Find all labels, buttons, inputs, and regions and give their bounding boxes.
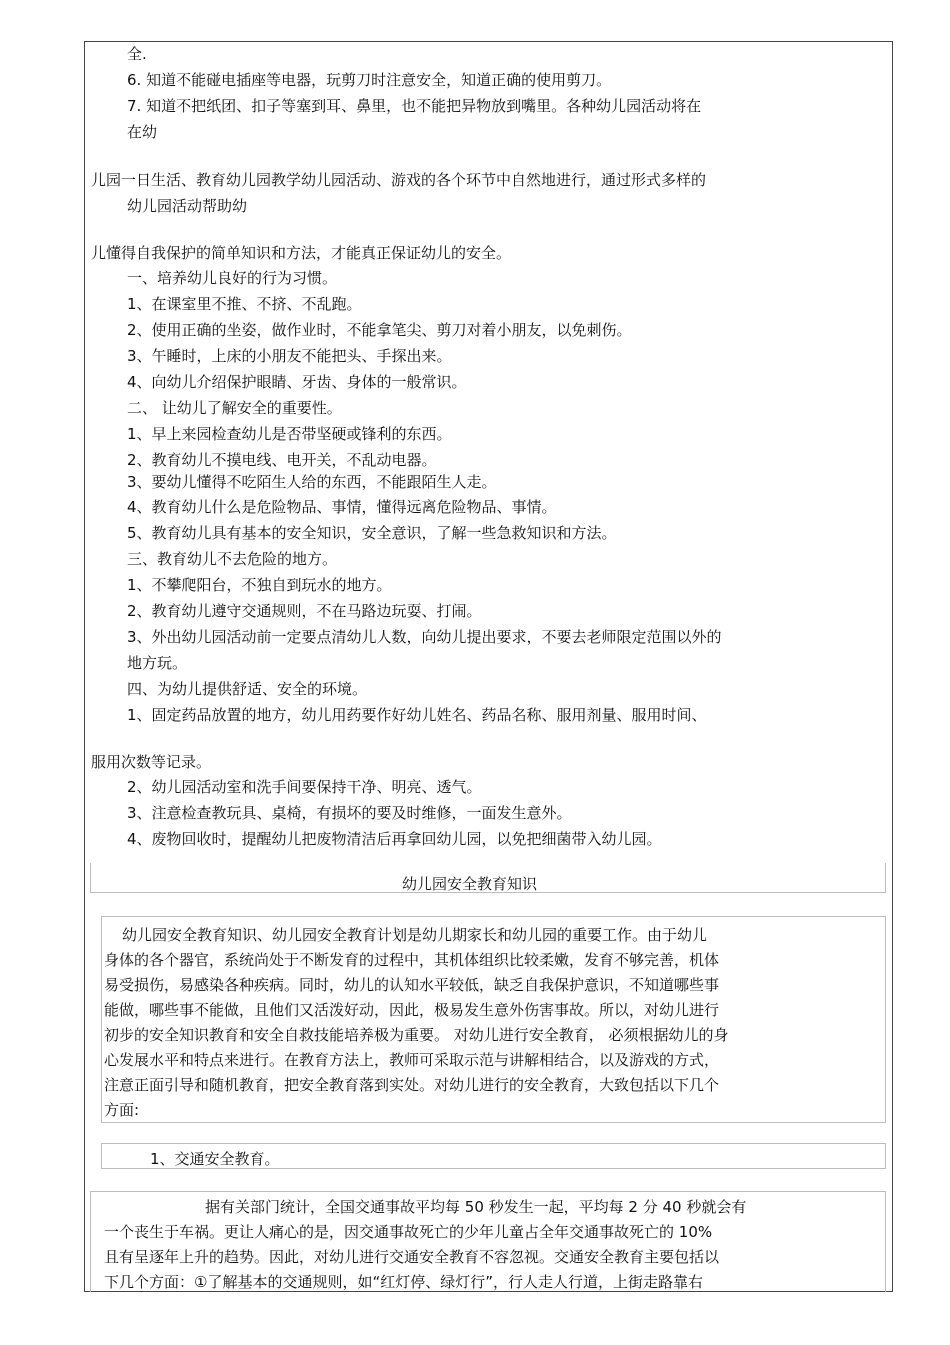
text-line: 2、教育幼儿不摸电线、电开关，不乱动电器。 (127, 451, 437, 469)
text-line: 5、教育幼儿具有基本的安全知识，安全意识，了解一些急救知识和方法。 (127, 524, 617, 542)
text-line: 4、废物回收时，提醒幼儿把废物清洁后再拿回幼儿园，以免把细菌带入幼儿园。 (127, 830, 662, 848)
text-line: 全. (127, 45, 147, 63)
text-line: 身体的各个器官，系统尚处于不断发育的过程中，其机体组织比较柔嫩，发育不够完善，机体 (104, 951, 720, 969)
text-line: 2、使用正确的坐姿，做作业时，不能拿笔尖、剪刀对着小朋友，以免刺伤。 (127, 321, 632, 339)
text-line: 初步的安全知识教育和安全自救技能培养极为重要。 对幼儿进行安全教育， 必须根据幼儿的身 (104, 1026, 729, 1044)
text-line: 4、向幼儿介绍保护眼睛、牙齿、身体的一般常识。 (127, 373, 467, 391)
text-line: 一个丧生于车祸。更让人痛心的是，因交通事故死亡的少年儿童占全年交通事故死亡的 10% (104, 1223, 713, 1241)
text-line: 1、不攀爬阳台，不独自到玩水的地方。 (127, 576, 392, 594)
text-line: 2、教育幼儿遵守交通规则，不在马路边玩耍、打闹。 (127, 602, 482, 620)
text-line: 儿懂得自我保护的简单知识和方法，才能真正保证幼儿的安全。 (91, 244, 512, 262)
heading-three: 三、教育幼儿不去危险的地方。 (127, 550, 338, 568)
text-line: 3、注意检查教玩具、桌椅，有损坏的要及时维修，一面发生意外。 (127, 804, 572, 822)
traffic-heading: 1、交通安全教育。 (150, 1150, 280, 1168)
heading-two: 二、 让幼儿了解安全的重要性。 (127, 399, 342, 417)
text-line: 3、要幼儿懂得不吃陌生人给的东西，不能跟陌生人走。 (127, 473, 497, 491)
text-line: 下几个方面：①了解基本的交通规则，如“红灯停、绿灯行”，行人走人行道，上街走路靠右 (104, 1273, 703, 1291)
section-title: 幼儿园安全教育知识 (402, 875, 538, 893)
text-line: 注意正面引导和随机教育，把安全教育落到实处。对幼儿进行的安全教育，大致包括以下几个 (104, 1076, 720, 1094)
text-line: 4、教育幼儿什么是危险物品、事情，懂得远离危险物品、事情。 (127, 498, 557, 516)
text-line: 易受损伤，易感染各种疾病。同时，幼儿的认知水平较低，缺乏自我保护意识，不知道哪些事 (104, 976, 720, 994)
text-line: 6. 知道不能碰电插座等电器，玩剪刀时注意安全，知道正确的使用剪刀。 (127, 71, 612, 89)
text-line: 3、午睡时，上床的小朋友不能把头、手探出来。 (127, 347, 452, 365)
text-line: 3、外出幼儿园活动前一定要点清幼儿人数，向幼儿提出要求，不要去老师限定范围以外的 (127, 628, 722, 646)
text-line: 在幼 (127, 123, 158, 141)
text-line: 2、幼儿园活动室和洗手间要保持干净、明亮、透气。 (127, 778, 482, 796)
text-line: 地方玩。 (127, 654, 188, 672)
text-line: 1、固定药品放置的地方，幼儿用药要作好幼儿姓名、药品名称、服用剂量、服用时间、 (127, 706, 707, 724)
text-line: 7. 知道不把纸团、扣子等塞到耳、鼻里，也不能把异物放到嘴里。各种幼儿园活动将在 (127, 97, 702, 115)
text-line: 能做，哪些事不能做，且他们又活泼好动，因此，极易发生意外伤害事故。所以，对幼儿进行 (104, 1001, 720, 1019)
text-line: 儿园一日生活、教育幼儿园教学幼儿园活动、游戏的各个环节中自然地进行，通过形式多样的 (91, 171, 707, 189)
text-line: 1、在课室里不推、不挤、不乱跑。 (127, 295, 362, 313)
text-line: 服用次数等记录。 (91, 753, 212, 771)
heading-one: 一、培养幼儿良好的行为习惯。 (127, 269, 338, 287)
text-line: 1、早上来园检查幼儿是否带坚硬或锋利的东西。 (127, 425, 452, 443)
text-line: 方面: (104, 1101, 140, 1119)
text-line: 幼儿园安全教育知识、幼儿园安全教育计划是幼儿期家长和幼儿园的重要工作。由于幼儿 (122, 926, 708, 944)
text-line: 心发展水平和特点来进行。在教育方法上，教师可采取示范与讲解相结合，以及游戏的方式， (104, 1051, 720, 1069)
heading-four: 四、为幼儿提供舒适、安全的环境。 (127, 680, 368, 698)
text-line: 据有关部门统计，全国交通事故平均每 50 秒发生一起，平均每 2 分 40 秒就会有 (205, 1198, 747, 1216)
text-line: 幼儿园活动帮助幼 (127, 197, 248, 215)
text-line: 且有呈逐年上升的趋势。因此，对幼儿进行交通安全教育不容忽视。交通安全教育主要包括以 (104, 1248, 720, 1266)
